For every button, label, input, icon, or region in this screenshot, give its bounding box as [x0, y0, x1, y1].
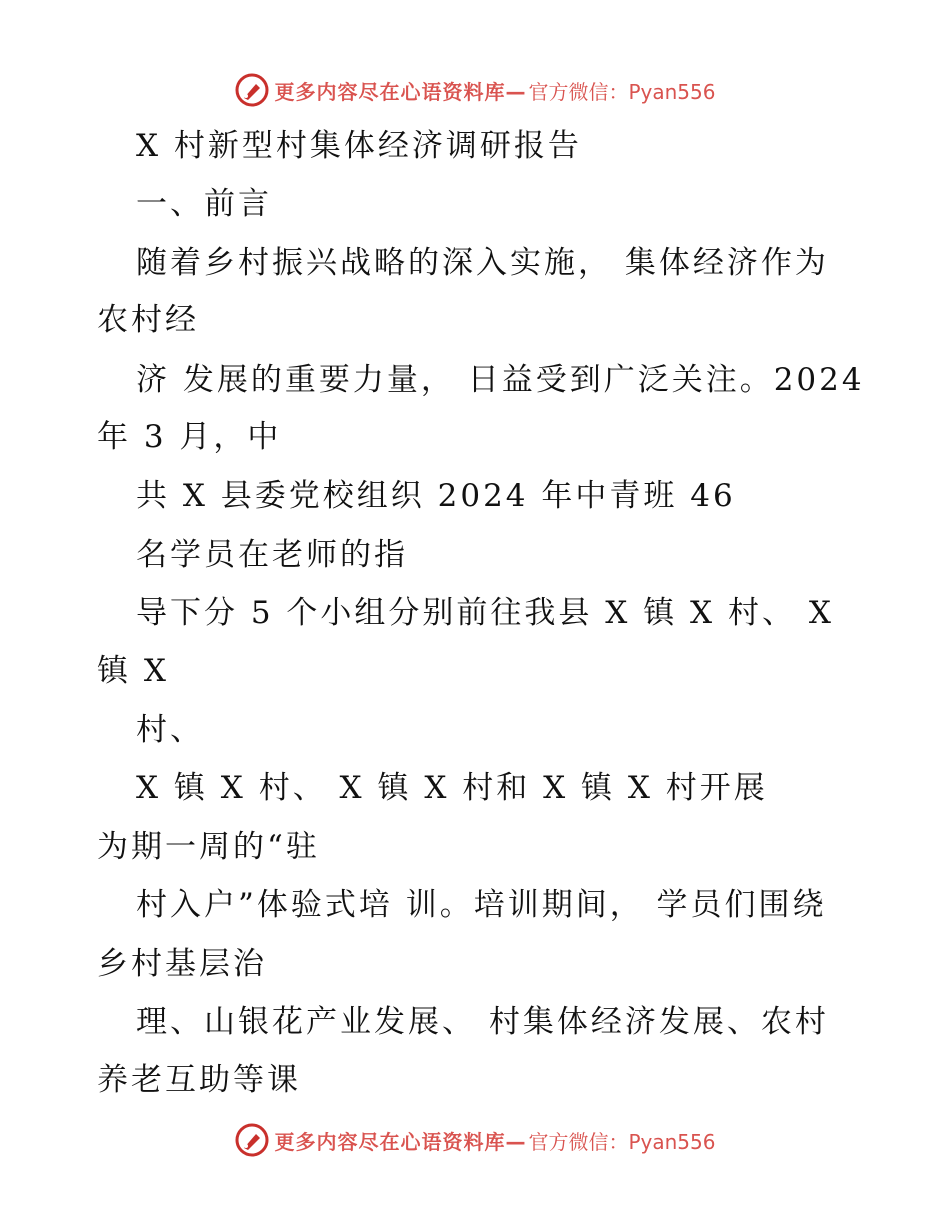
pen-nib-logo-icon: [234, 72, 270, 108]
footer-banner-contact: 官方微信：Pyan556: [528, 1129, 716, 1154]
pen-nib-logo-icon: [234, 1122, 270, 1158]
paragraph-line: 随着乡村振兴战略的深入实施， 集体经济作为: [136, 245, 829, 281]
header-banner-text: 更多内容尽在心语资料库—: [274, 79, 527, 104]
paragraph-line: 名学员在老师的指: [136, 537, 408, 573]
section-heading: 一、前言: [136, 186, 272, 222]
paragraph-line: 村入户”体验式培 训。培训期间， 学员们围绕: [136, 887, 827, 923]
paragraph-line: 济 发展的重要力量， 日益受到广泛关注。2024: [136, 362, 865, 398]
header-banner-contact: 官方微信：Pyan556: [528, 79, 716, 104]
paragraph-line: 养老互助等课: [97, 1062, 301, 1098]
header-banner: [0, 70, 950, 110]
paragraph-line: 镇 X: [97, 653, 169, 689]
paragraph-line: 为期一周的“驻: [97, 829, 320, 865]
document-title: X 村新型村集体经济调研报告: [136, 128, 582, 164]
paragraph-line: 导下分 5 个小组分别前往我县 X 镇 X 村、 X: [136, 595, 834, 631]
paragraph-line: 理、山银花产业发展、 村集体经济发展、农村: [136, 1004, 829, 1040]
paragraph-line: X 镇 X 村、 X 镇 X 村和 X 镇 X 村开展: [136, 770, 768, 806]
footer-banner-text: 更多内容尽在心语资料库—: [274, 1129, 527, 1154]
paragraph-line: 农村经: [97, 302, 199, 338]
footer-banner: [0, 1120, 950, 1160]
paragraph-line: 村、: [136, 712, 204, 748]
paragraph-line: 共 X 县委党校组织 2024 年中青班 46: [136, 478, 736, 514]
paragraph-line: 乡村基层治: [97, 946, 267, 982]
paragraph-line: 年 3 月，中: [97, 419, 282, 455]
